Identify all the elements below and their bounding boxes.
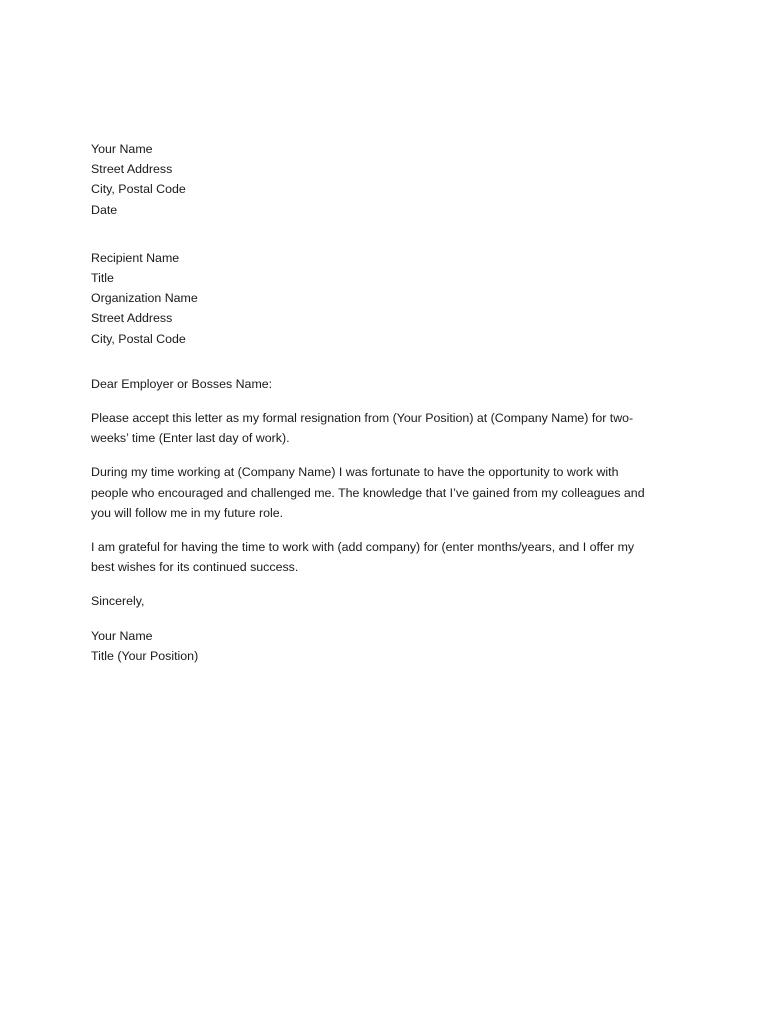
paragraph-2-line-2: people who encouraged and challenged me. The knowledge that I’ve gained from my colleagues and [91,485,645,500]
recipient-title: Title [91,271,114,286]
signature-title: Title (Your Position) [91,648,199,663]
recipient-address-block [91,248,676,349]
paragraph-2-line-3: you will follow me in my future role. [91,505,284,520]
recipient-street: Street Address [91,311,173,326]
spacer [91,577,676,591]
spacer [91,523,676,537]
paragraph-3 [91,537,676,577]
recipient-name: Recipient Name [91,250,180,265]
spacer [91,220,676,248]
sender-name: Your Name [91,142,153,156]
spacer [91,612,676,626]
salutation-text: Dear Employer or Bosses Name: [91,376,273,391]
sender-street: Street Address [91,162,173,177]
signature-block [91,626,676,666]
closing-text: Sincerely, [91,594,145,609]
sender-address-block [91,139,676,220]
spacer [91,349,676,374]
sender-date: Date [91,202,118,217]
paragraph-1-line-1: Please accept this letter as my formal resignation from (Your Position) at (Company Name) for two- [91,411,634,426]
salutation [91,374,676,394]
closing [91,591,676,611]
spacer [91,394,676,408]
signature-name: Your Name [91,628,153,643]
paragraph-1 [91,408,676,448]
paragraph-2-line-1: During my time working at (Company Name) I was fortunate to have the opportunity to work with [91,465,619,480]
paragraph-3-line-2: best wishes for its continued success. [91,560,299,575]
recipient-organization: Organization Name [91,291,198,306]
paragraph-2 [91,462,676,523]
sender-city: City, Postal Code [91,182,186,197]
recipient-city: City, Postal Code [91,331,186,346]
spacer [91,448,676,462]
resignation-letter [91,139,676,666]
paragraph-1-line-2: weeks’ time (Enter last day of work). [91,431,290,446]
paragraph-3-line-1: I am grateful for having the time to work with (add company) for (enter months/years, and I offer my [91,540,635,555]
